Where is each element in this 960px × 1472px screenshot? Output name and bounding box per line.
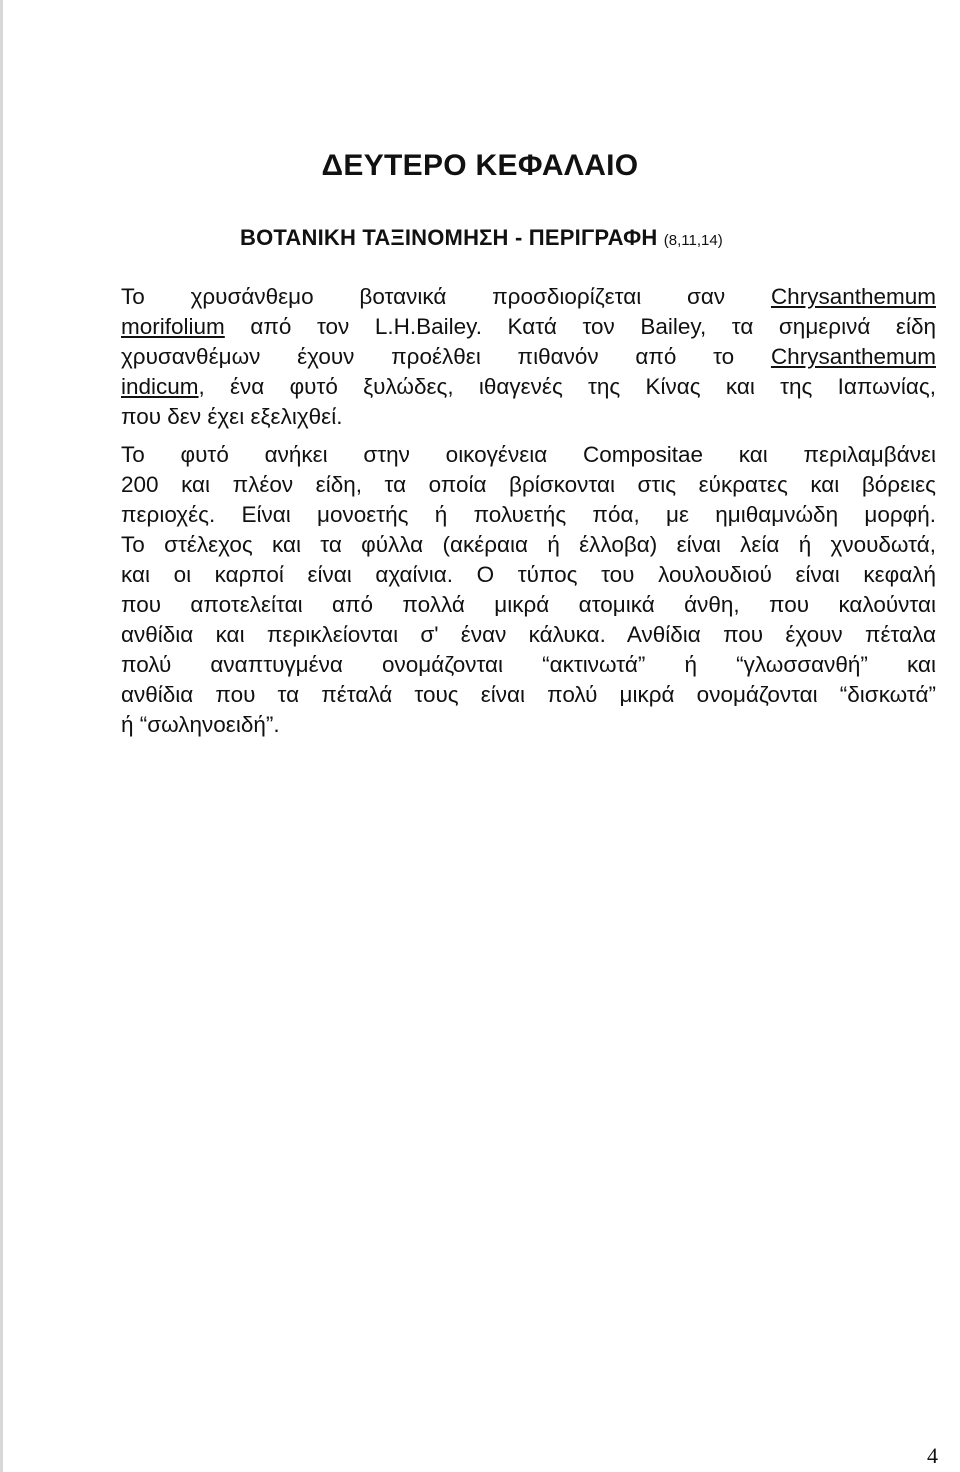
text-run: χρυσανθέμων έχουν προέλθει πιθανόν από το: [121, 344, 771, 369]
paragraph-description-line: 200 και πλέον είδη, τα οποία βρίσκονται στις εύκρατες και βόρειες: [121, 472, 936, 497]
page-number: 4: [927, 1443, 938, 1468]
section-heading: [240, 224, 723, 255]
paragraph-intro-line-3: [121, 342, 936, 372]
paragraph-description-line: και οι καρποί είναι αχαίνια. Ο τύπος του λουλουδιού είναι κεφαλή: [121, 562, 936, 587]
text-run: από τον L.H.Bailey. Κατά τον Bailey, τα σημερινά είδη: [224, 314, 936, 339]
scan-left-edge: [0, 0, 3, 1472]
paragraph-intro-line-5: που δεν έχει εξελιχθεί.: [121, 404, 343, 429]
paragraph-description-line: Το φυτό ανήκει στην οικογένεια Compositae και περιλαμβάνει: [121, 442, 936, 467]
text-run: Το χρυσάνθεμο βοτανικά προσδιορίζεται σαν: [121, 284, 771, 309]
paragraph-description-line: ανθίδια που τα πέταλά τους είναι πολύ μικρά ονομάζονται “δισκωτά”: [121, 682, 936, 707]
paragraph-description-line: Το στέλεχος και τα φύλλα (ακέραια ή έλλοβα) είναι λεία ή χνουδωτά,: [121, 532, 936, 557]
paragraph-intro-line-4: [121, 372, 936, 402]
text-run: , ένα φυτό ξυλώδες, ιθαγενές της Κίνας και της Ιαπωνίας,: [198, 374, 936, 399]
section-heading-text: ΒΟΤΑΝΙΚΗ ΤΑΞΙΝΟΜΗΣΗ - ΠΕΡΙΓΡΑΦΗ: [240, 225, 658, 250]
paragraph-description-line: ή “σωληνοειδή”.: [121, 712, 280, 737]
section-references: (8,11,14): [663, 232, 723, 249]
paragraph-description-line: περιοχές. Είναι μονοετής ή πολυετής πόα, με ημιθαμνώδη μορφή.: [121, 502, 936, 527]
paragraph-intro: [121, 282, 936, 432]
paragraph-description-line: πολύ αναπτυγμένα ονομάζονται “ακτινωτά” ή “γλωσσανθή” και: [121, 652, 936, 677]
paragraph-description-line: που αποτελείται από πολλά μικρά ατομικά άνθη, που καλούνται: [121, 592, 936, 617]
underlined-term: Chrysanthemum: [770, 284, 936, 309]
underlined-term: Chrysanthemum: [770, 344, 936, 369]
paragraph-intro-line-1: [121, 282, 936, 312]
underlined-term: indicum: [121, 374, 199, 399]
underlined-term: morifolium: [121, 314, 225, 339]
paragraph-description: [121, 440, 936, 740]
paragraph-intro-line-2: [121, 312, 936, 342]
paragraph-description-line: ανθίδια και περικλείονται σ' έναν κάλυκα. Ανθίδια που έχουν πέταλα: [121, 622, 936, 647]
chapter-title: ΔΕΥΤΕΡΟ ΚΕΦΑΛΑΙΟ: [321, 149, 639, 182]
